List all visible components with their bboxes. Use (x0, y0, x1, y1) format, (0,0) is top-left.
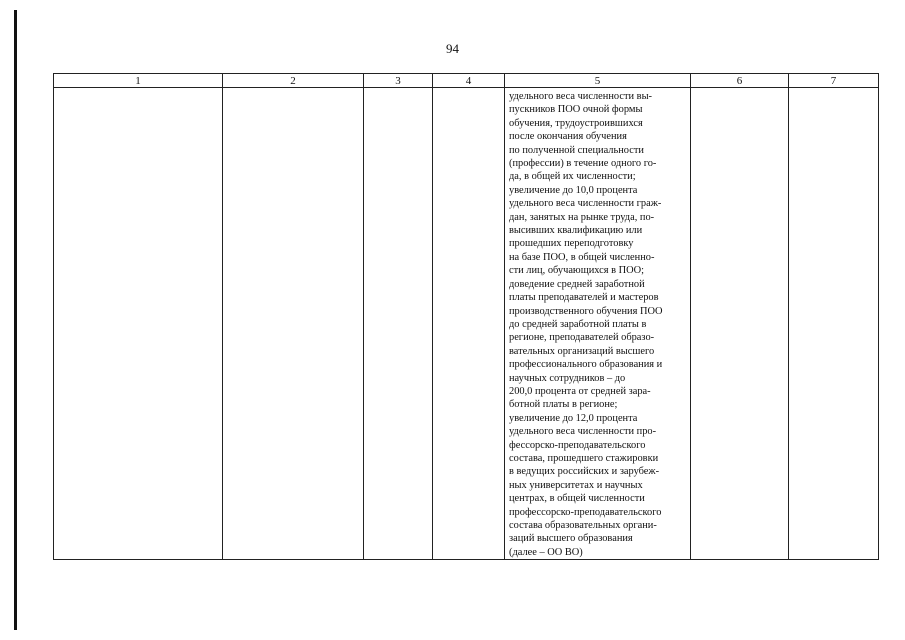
text-line: обучения, трудоустроившихся (509, 117, 643, 129)
text-line: регионе, преподавателей образо- (509, 332, 655, 344)
column-header-1: 1 (54, 74, 223, 88)
text-line: в ведущих российских и зарубеж- (509, 466, 660, 478)
document-table (53, 73, 879, 560)
text-line: ботной платы в регионе; (509, 399, 618, 411)
column-header-5: 5 (505, 74, 691, 88)
cell-column-5 (505, 88, 691, 560)
text-line: прошедших переподготовку (509, 238, 634, 250)
text-line: удельного веса численности граж- (509, 198, 662, 210)
text-line: производственного обучения ПОО (509, 305, 663, 317)
column-header-7: 7 (789, 74, 879, 88)
cell-column-4 (433, 88, 505, 560)
text-line: пускников ПОО очной формы (509, 104, 643, 116)
text-line: да, в общей их численности; (509, 171, 636, 183)
text-line: профессионального образования и (509, 359, 663, 371)
text-line: по полученной специальности (509, 144, 644, 156)
text-line: высивших квалификацию или (509, 225, 643, 237)
text-line: научных сотрудников – до (509, 372, 626, 384)
cell-column-7 (789, 88, 879, 560)
cell-column-1 (54, 88, 223, 560)
page-number: 94 (446, 41, 459, 56)
cell-column-2 (223, 88, 364, 560)
table-row (54, 88, 879, 560)
column-5-text (505, 88, 690, 559)
text-line: состава, прошедшего стажировки (509, 452, 659, 464)
text-line: заций высшего образования (509, 533, 633, 545)
text-line: до средней заработной платы в (509, 318, 647, 330)
text-line: удельного веса численности про- (509, 426, 657, 438)
text-line: доведение средней заработной (509, 278, 645, 290)
text-line: ных университетах и научных (509, 479, 643, 491)
text-line: на базе ПОО, в общей численно- (509, 251, 655, 263)
column-header-2: 2 (223, 74, 364, 88)
text-line: удельного веса численности вы- (509, 91, 653, 102)
text-line: вательных организаций высшего (509, 345, 655, 357)
cell-column-3 (364, 88, 433, 560)
cell-column-6 (691, 88, 789, 560)
header-row (54, 74, 879, 88)
text-line: (далее – ОО ВО) (509, 546, 583, 558)
text-line: дан, занятых на рынке труда, по- (509, 211, 655, 223)
column-header-3: 3 (364, 74, 433, 88)
text-line: сти лиц, обучающихся в ПОО; (509, 265, 645, 277)
text-line: увеличение до 10,0 процента (509, 184, 638, 196)
text-line: увеличение до 12,0 процента (509, 412, 638, 424)
text-line: (профессии) в течение одного го- (509, 158, 657, 170)
text-line: после окончания обучения (509, 131, 627, 143)
text-line: 200,0 процента от средней зара- (509, 385, 651, 397)
column-header-4: 4 (433, 74, 505, 88)
text-line: центрах, в общей численности (509, 493, 645, 505)
text-line: профессорско-преподавательского (509, 506, 662, 518)
column-header-6: 6 (691, 74, 789, 88)
text-line: состава образовательных органи- (509, 520, 657, 531)
scan-edge-line (14, 10, 17, 630)
text-line: платы преподавателей и мастеров (509, 292, 659, 304)
text-line: фессорско-преподавательского (509, 439, 646, 451)
